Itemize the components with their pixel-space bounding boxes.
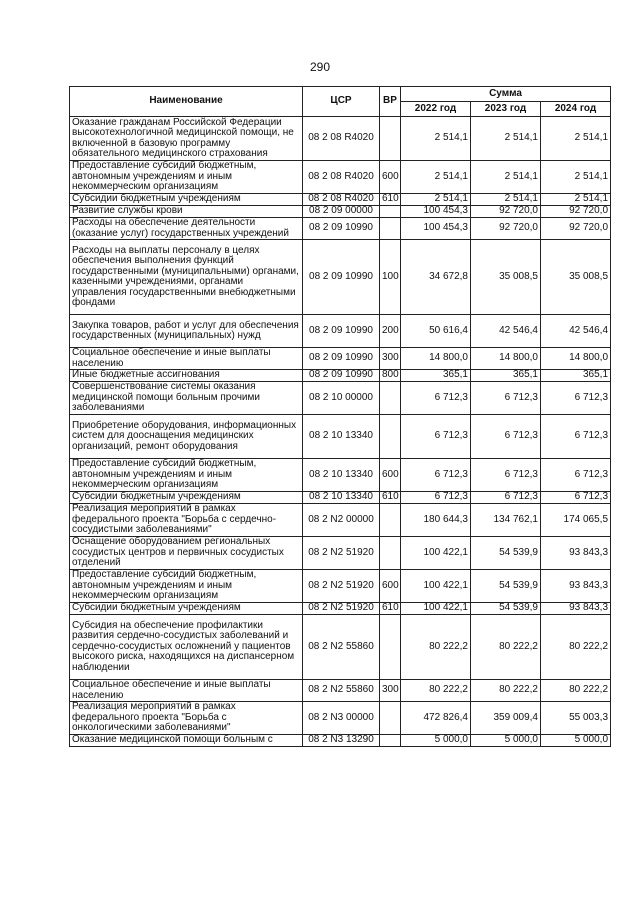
row-amount-2023: 80 222,2 (471, 680, 541, 702)
row-amount-2024: 93 843,3 (541, 603, 611, 615)
row-vr: 300 (380, 680, 401, 702)
row-amount-2022: 472 826,4 (401, 702, 471, 735)
row-name: Предоставление субсидий бюджетным, автономным учреждениям и иным некоммерческим организациям (70, 161, 303, 194)
row-amount-2023: 359 009,4 (471, 702, 541, 735)
row-amount-2024: 92 720,0 (541, 206, 611, 218)
row-amount-2023: 35 008,5 (471, 240, 541, 315)
row-name: Субсидии бюджетным учреждениям (70, 492, 303, 504)
row-amount-2023: 134 762,1 (471, 504, 541, 537)
table-row (70, 415, 611, 459)
row-name: Реализация мероприятий в рамках федерального проекта "Борьба с онкологическими заболеваниями" (70, 702, 303, 735)
row-amount-2023: 6 712,3 (471, 382, 541, 415)
row-amount-2022: 80 222,2 (401, 615, 471, 680)
row-amount-2022: 6 712,3 (401, 415, 471, 459)
row-name: Расходы на обеспечение деятельности (оказание услуг) государственных учреждений (70, 218, 303, 240)
row-name: Развитие службы крови (70, 206, 303, 218)
row-vr (380, 218, 401, 240)
row-amount-2024: 6 712,3 (541, 382, 611, 415)
header-year-2024: 2024 год (541, 102, 611, 117)
row-vr (380, 615, 401, 680)
row-amount-2024: 92 720,0 (541, 218, 611, 240)
row-vr (380, 735, 401, 747)
row-csr: 08 2 N2 55860 (303, 615, 380, 680)
row-csr: 08 2 08 R4020 (303, 194, 380, 206)
table-row (70, 492, 611, 504)
row-csr: 08 2 10 13340 (303, 492, 380, 504)
header-sum: Сумма (401, 87, 611, 102)
table-row (70, 680, 611, 702)
row-amount-2023: 5 000,0 (471, 735, 541, 747)
row-vr (380, 415, 401, 459)
row-amount-2023: 54 539,9 (471, 570, 541, 603)
row-amount-2022: 100 422,1 (401, 570, 471, 603)
row-vr: 600 (380, 570, 401, 603)
row-vr (380, 537, 401, 570)
row-amount-2022: 365,1 (401, 370, 471, 382)
row-name: Оказание гражданам Российской Федерации высокотехнологичной медицинской помощи, не включенной в базовую программу обязательного медицинского страхования (70, 117, 303, 161)
row-amount-2023: 365,1 (471, 370, 541, 382)
row-name: Социальное обеспечение и иные выплаты населению (70, 348, 303, 370)
table-row (70, 117, 611, 161)
row-amount-2024: 93 843,3 (541, 537, 611, 570)
row-csr: 08 2 09 10990 (303, 348, 380, 370)
row-amount-2022: 6 712,3 (401, 459, 471, 492)
row-amount-2022: 6 712,3 (401, 382, 471, 415)
row-amount-2022: 100 422,1 (401, 603, 471, 615)
row-name: Иные бюджетные ассигнования (70, 370, 303, 382)
table-row (70, 348, 611, 370)
table-row (70, 615, 611, 680)
table-row (70, 240, 611, 315)
row-amount-2024: 174 065,5 (541, 504, 611, 537)
row-amount-2024: 80 222,2 (541, 680, 611, 702)
row-vr: 600 (380, 161, 401, 194)
row-amount-2022: 180 644,3 (401, 504, 471, 537)
row-csr: 08 2 09 10990 (303, 370, 380, 382)
row-vr (380, 702, 401, 735)
row-csr: 08 2 N2 51920 (303, 570, 380, 603)
row-csr: 08 2 09 10990 (303, 218, 380, 240)
row-vr: 800 (380, 370, 401, 382)
table-row (70, 206, 611, 218)
row-amount-2024: 2 514,1 (541, 194, 611, 206)
row-csr: 08 2 09 10990 (303, 240, 380, 315)
row-csr: 08 2 09 10990 (303, 315, 380, 348)
row-vr: 610 (380, 492, 401, 504)
table-row (70, 382, 611, 415)
row-name: Субсидии бюджетным учреждениям (70, 603, 303, 615)
row-csr: 08 2 10 13340 (303, 459, 380, 492)
table-row (70, 315, 611, 348)
row-amount-2022: 50 616,4 (401, 315, 471, 348)
row-amount-2022: 14 800,0 (401, 348, 471, 370)
row-amount-2022: 2 514,1 (401, 194, 471, 206)
row-name: Расходы на выплаты персоналу в целях обеспечения выполнения функций государственными (муниципальными) органами, казенными учреждениями, органами управления государственными внебюджетными фондами (70, 240, 303, 315)
row-amount-2023: 6 712,3 (471, 415, 541, 459)
row-name: Оказание медицинской помощи больным с (70, 735, 303, 747)
row-amount-2023: 80 222,2 (471, 615, 541, 680)
row-amount-2023: 2 514,1 (471, 117, 541, 161)
row-amount-2024: 35 008,5 (541, 240, 611, 315)
row-amount-2022: 100 454,3 (401, 206, 471, 218)
row-name: Совершенствование системы оказания медицинской помощи больным прочими заболеваниями (70, 382, 303, 415)
row-amount-2022: 34 672,8 (401, 240, 471, 315)
row-amount-2023: 6 712,3 (471, 459, 541, 492)
row-amount-2022: 2 514,1 (401, 161, 471, 194)
row-vr (380, 504, 401, 537)
row-csr: 08 2 N3 00000 (303, 702, 380, 735)
table-row (70, 504, 611, 537)
row-vr: 100 (380, 240, 401, 315)
row-vr: 610 (380, 603, 401, 615)
row-amount-2022: 100 454,3 (401, 218, 471, 240)
table-row (70, 702, 611, 735)
row-csr: 08 2 N2 51920 (303, 537, 380, 570)
row-csr: 08 2 08 R4020 (303, 117, 380, 161)
row-csr: 08 2 N2 51920 (303, 603, 380, 615)
row-name: Приобретение оборудования, информационных систем для дооснащения медицинских организаций, ремонт оборудования (70, 415, 303, 459)
row-amount-2024: 365,1 (541, 370, 611, 382)
table-row (70, 194, 611, 206)
header-vr: ВР (380, 87, 401, 117)
row-vr: 300 (380, 348, 401, 370)
row-name: Субсидии бюджетным учреждениям (70, 194, 303, 206)
row-amount-2023: 2 514,1 (471, 194, 541, 206)
row-amount-2024: 14 800,0 (541, 348, 611, 370)
row-name: Предоставление субсидий бюджетным, автономным учреждениям и иным некоммерческим организациям (70, 570, 303, 603)
table-row (70, 735, 611, 747)
table-row (70, 459, 611, 492)
row-amount-2022: 2 514,1 (401, 117, 471, 161)
table-body (70, 117, 611, 747)
row-name: Социальное обеспечение и иные выплаты населению (70, 680, 303, 702)
table-row (70, 537, 611, 570)
row-name: Субсидия на обеспечение профилактики развития сердечно-сосудистых заболеваний и сердечно-сосудистых осложнений у пациентов высокого риска, находящихся на диспансерном наблюдении (70, 615, 303, 680)
row-amount-2023: 6 712,3 (471, 492, 541, 504)
row-amount-2024: 2 514,1 (541, 161, 611, 194)
row-amount-2023: 14 800,0 (471, 348, 541, 370)
row-csr: 08 2 08 R4020 (303, 161, 380, 194)
row-name: Предоставление субсидий бюджетным, автономным учреждениям и иным некоммерческим организациям (70, 459, 303, 492)
row-csr: 08 2 10 13340 (303, 415, 380, 459)
row-name: Оснащение оборудованием региональных сосудистых центров и первичных сосудистых отделений (70, 537, 303, 570)
row-amount-2022: 100 422,1 (401, 537, 471, 570)
row-amount-2023: 42 546,4 (471, 315, 541, 348)
row-csr: 08 2 10 00000 (303, 382, 380, 415)
row-amount-2022: 5 000,0 (401, 735, 471, 747)
row-name: Реализация мероприятий в рамках федерального проекта "Борьба с сердечно-сосудистыми заболеваниями" (70, 504, 303, 537)
header-year-2022: 2022 год (401, 102, 471, 117)
table-row (70, 370, 611, 382)
row-csr: 08 2 N2 55860 (303, 680, 380, 702)
row-amount-2024: 93 843,3 (541, 570, 611, 603)
row-amount-2023: 54 539,9 (471, 537, 541, 570)
row-amount-2023: 2 514,1 (471, 161, 541, 194)
row-amount-2022: 6 712,3 (401, 492, 471, 504)
table-row (70, 603, 611, 615)
row-amount-2024: 6 712,3 (541, 415, 611, 459)
header-name: Наименование (70, 87, 303, 117)
row-vr: 200 (380, 315, 401, 348)
row-vr (380, 206, 401, 218)
row-csr: 08 2 N3 13290 (303, 735, 380, 747)
row-csr: 08 2 N2 00000 (303, 504, 380, 537)
row-amount-2024: 6 712,3 (541, 459, 611, 492)
row-amount-2023: 92 720,0 (471, 206, 541, 218)
table-row (70, 218, 611, 240)
table-row (70, 570, 611, 603)
row-vr: 600 (380, 459, 401, 492)
row-vr (380, 117, 401, 161)
row-vr: 610 (380, 194, 401, 206)
row-amount-2024: 42 546,4 (541, 315, 611, 348)
row-amount-2024: 80 222,2 (541, 615, 611, 680)
row-amount-2024: 6 712,3 (541, 492, 611, 504)
page-number: 290 (309, 60, 331, 74)
row-amount-2024: 2 514,1 (541, 117, 611, 161)
header-csr: ЦСР (303, 87, 380, 117)
table-row (70, 161, 611, 194)
header-year-2023: 2023 год (471, 102, 541, 117)
budget-table (69, 86, 611, 747)
row-amount-2022: 80 222,2 (401, 680, 471, 702)
row-amount-2023: 54 539,9 (471, 603, 541, 615)
row-csr: 08 2 09 00000 (303, 206, 380, 218)
row-amount-2024: 5 000,0 (541, 735, 611, 747)
row-name: Закупка товаров, работ и услуг для обеспечения государственных (муниципальных) нужд (70, 315, 303, 348)
row-amount-2024: 55 003,3 (541, 702, 611, 735)
table-header (70, 87, 611, 117)
row-amount-2023: 92 720,0 (471, 218, 541, 240)
row-vr (380, 382, 401, 415)
